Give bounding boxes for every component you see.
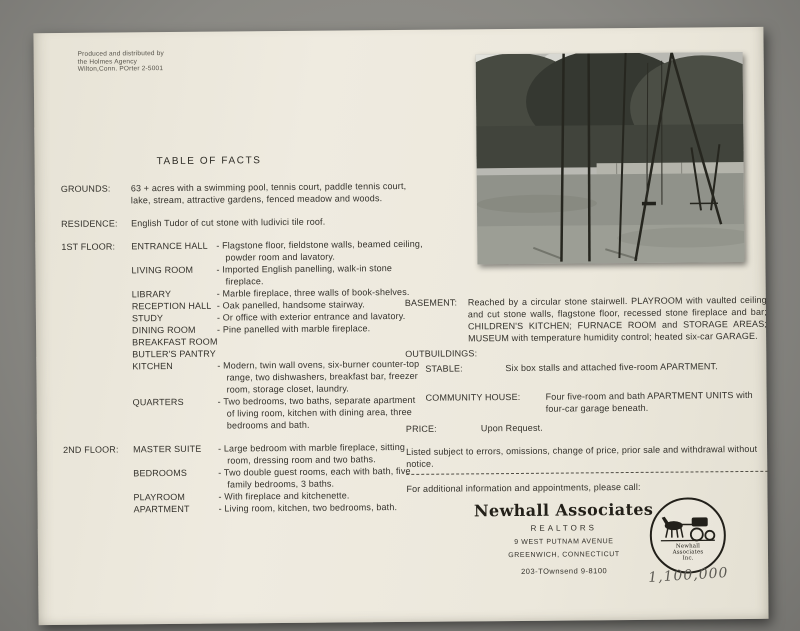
stable-row xyxy=(425,360,767,375)
room-description: - Or office with exterior entrance and lavatory. xyxy=(216,310,406,323)
room-name: MASTER SUITE xyxy=(133,443,202,455)
fact-row xyxy=(133,465,425,492)
producer-note-line: the Holmes Agency xyxy=(77,57,138,66)
room-name: BEDROOMS xyxy=(133,467,188,479)
room-description: - Pine panelled with marble fireplace. xyxy=(216,323,371,335)
logo-text-line: Inc. xyxy=(682,555,694,562)
room-description: - Two double guest rooms, each with bath, five family bedrooms, 3 baths. xyxy=(218,465,411,490)
price-row xyxy=(406,420,768,435)
producer-note-line: Produced and distributed by xyxy=(77,50,164,58)
basement-row xyxy=(405,294,767,345)
room-description: - Two bedrooms, two baths, separate apartment of living room, kitchen with dining area, three bedrooms and bath. xyxy=(217,394,416,431)
room-name: LIBRARY xyxy=(131,289,172,300)
room-description: 63 + acres with a swimming pool, tennis court, paddle tennis court, lake, stream, attractive gardens, fenced meadow and woods. xyxy=(130,180,407,206)
room-name: STUDY xyxy=(131,313,164,324)
price-text: Upon Request. xyxy=(480,422,543,434)
logo-text-line: Associates xyxy=(672,549,704,556)
room-name: ENTRANCE HALL xyxy=(131,240,208,252)
page-title: TABLE OF FACTS xyxy=(156,155,262,168)
price-label: PRICE: xyxy=(405,423,437,434)
community-house-label: COMMUNITY HOUSE: xyxy=(425,391,521,403)
stable-text: Six box stalls and attached five-room APARTMENT. xyxy=(505,361,718,374)
facts-section xyxy=(61,238,425,433)
company-address-line1: 9 WEST PUTNAM AVENUE xyxy=(514,537,614,546)
community-house-text: Four five-room and bath APARTMENT UNITS with four-car garage beneath. xyxy=(545,389,753,414)
room-description: - Oak panelled, handsome stairway. xyxy=(216,299,365,311)
section-rows xyxy=(133,441,426,516)
dashed-separator xyxy=(406,471,768,475)
room-name: BREAKFAST ROOM xyxy=(132,336,218,348)
logo-text-line: Newhall xyxy=(675,543,701,550)
section-label: RESIDENCE: xyxy=(61,218,118,229)
fact-row xyxy=(131,262,423,289)
company-name: Newhall Associates xyxy=(473,499,654,521)
section-label: GROUNDS: xyxy=(60,183,111,194)
outbuildings-label: OUTBUILDINGS: xyxy=(405,348,478,359)
company-logo xyxy=(650,497,727,574)
playground-photo xyxy=(476,52,745,264)
horse-carriage-icon xyxy=(659,509,717,544)
section-rows xyxy=(131,238,425,433)
fact-row xyxy=(134,501,426,516)
room-name: RECEPTION HALL xyxy=(131,300,212,312)
room-description: - With fireplace and kitchenette. xyxy=(218,490,350,502)
room-description: - Large bedroom with marble fireplace, sitting room, dressing room and two baths. xyxy=(218,441,406,466)
room-name: LIVING ROOM xyxy=(131,264,194,276)
fact-row xyxy=(133,394,425,433)
basement-text: Reached by a circular stone stairwell. PLAYROOM with vaulted ceiling and cut stone walls, flagstone floor, recessed stone fireplace and bar; CHILDREN'S KITCHEN; FURNACE ROOM and STORAGE AREAS; MUSEUM with temperature humidity control; heated six-car GARAGE. xyxy=(467,294,768,344)
section-label: 1ST FLOOR: xyxy=(61,241,116,252)
disclaimer-text: Listed subject to errors, omissions, change of price, prior sale and withdrawal without notice. xyxy=(406,443,758,469)
call-instruction: For additional information and appointments, please call: xyxy=(406,481,641,494)
room-description: - Living room, kitchen, two bedrooms, bath. xyxy=(218,502,398,514)
section-label: 2ND FLOOR: xyxy=(63,444,119,455)
community-house-row xyxy=(426,389,768,416)
company-contact xyxy=(449,500,680,579)
company-address-line2: GREENWICH, CONNECTICUT xyxy=(508,551,620,560)
room-name: DINING ROOM xyxy=(131,324,196,336)
logo-text xyxy=(672,543,703,561)
section-rows xyxy=(131,215,423,230)
right-column xyxy=(405,294,770,590)
room-description: English Tudor of cut stone with ludivici tile roof. xyxy=(131,216,326,229)
room-name: QUARTERS xyxy=(132,396,184,408)
fact-row xyxy=(133,441,425,468)
document-paper xyxy=(33,27,768,625)
facts-table xyxy=(61,180,426,516)
fact-row xyxy=(131,238,423,265)
facts-section xyxy=(61,180,423,207)
room-description: - Marble fireplace, three walls of book-shelves. xyxy=(216,286,410,299)
room-name: APARTMENT xyxy=(133,503,190,515)
fact-row xyxy=(131,180,423,207)
fact-row xyxy=(131,215,423,230)
room-name: KITCHEN xyxy=(132,360,173,372)
fact-row xyxy=(132,358,424,397)
producer-note xyxy=(78,50,165,73)
room-name: PLAYROOM xyxy=(133,491,186,503)
section-rows xyxy=(131,180,423,207)
facts-section xyxy=(61,215,423,230)
room-description: - Flagstone floor, fieldstone walls, beamed ceiling, powder room and lavatory. xyxy=(216,238,423,263)
stable-label: STABLE: xyxy=(425,363,463,374)
company-phone: 203-TOwnsend 9-8100 xyxy=(521,566,608,576)
playground-photo-art xyxy=(476,52,745,264)
room-description: - Modern, twin wall ovens, six-burner counter-top range, two dishwashers, breakfast bar, freezer room, storage closet, laundry. xyxy=(217,358,420,395)
producer-note-line: Wilton,Conn. POrter 2-5001 xyxy=(77,65,164,73)
handwritten-price: 1,100,000 xyxy=(647,565,729,586)
facts-section xyxy=(63,441,426,516)
room-description: - Imported English panelling, walk-in stone fireplace. xyxy=(216,263,393,287)
basement-label: BASEMENT: xyxy=(404,297,458,308)
company-subtitle: REALTORS xyxy=(530,523,597,533)
room-name: BUTLER'S PANTRY xyxy=(132,348,216,360)
